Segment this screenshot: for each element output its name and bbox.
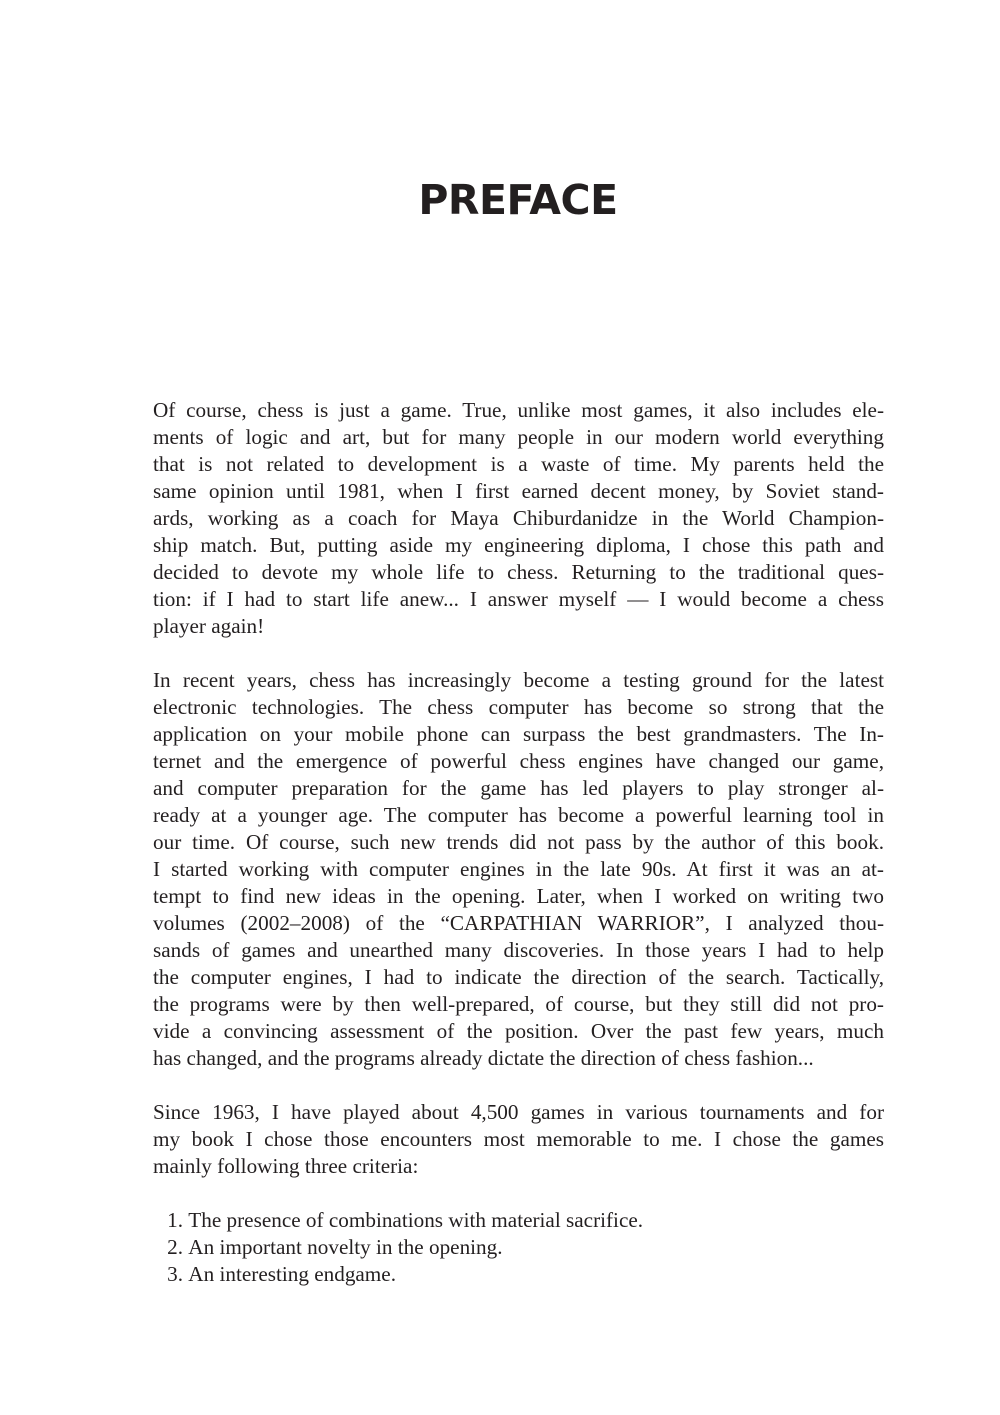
paragraph-3 (153, 1099, 884, 1180)
text-line: ments of logic and art, but for many people in our modern world everything (153, 425, 884, 449)
text-line: our time. Of course, such new trends did not pass by the author of this book. (153, 830, 884, 854)
list-number: 3. (167, 1262, 183, 1286)
text-line: electronic technologies. The chess computer has become so strong that the (153, 695, 884, 719)
text-line: ards, working as a coach for Maya Chiburdanidze in the World Champion- (153, 506, 884, 530)
text-line: Of course, chess is just a game. True, unlike most games, it also includes ele- (153, 398, 884, 422)
text-line: ship match. But, putting aside my engineering diploma, I chose this path and (153, 533, 884, 557)
paragraph-2 (153, 667, 884, 1072)
list-item-text: The presence of combinations with material sacrifice. (188, 1208, 644, 1232)
text-line: application on your mobile phone can surpass the best grandmasters. The In- (153, 722, 884, 746)
page-title: PREFACE (418, 176, 618, 224)
text-line: and computer preparation for the game has led players to play stronger al- (153, 776, 884, 800)
text-line: has changed, and the programs already dictate the direction of chess fashion... (153, 1046, 814, 1070)
paragraph-1 (153, 397, 884, 640)
list-item-text: An interesting endgame. (188, 1262, 396, 1286)
text-line: that is not related to development is a waste of time. My parents held the (153, 452, 884, 476)
list-item (153, 1207, 884, 1234)
text-line: the programs were by then well-prepared, of course, but they still did not pro- (153, 992, 884, 1016)
text-line: I started working with computer engines in the late 90s. At first it was an at- (153, 857, 884, 881)
text-line: decided to devote my whole life to chess. Returning to the traditional ques- (153, 560, 884, 584)
text-line: tion: if I had to start life anew... I answer myself — I would become a chess (153, 587, 884, 611)
text-line: tempt to find new ideas in the opening. Later, when I worked on writing two (153, 884, 884, 908)
body-text (153, 397, 884, 1288)
text-line: my book I chose those encounters most memorable to me. I chose the games (153, 1127, 884, 1151)
text-line: In recent years, chess has increasingly become a testing ground for the latest (153, 668, 884, 692)
text-line: volumes (2002–2008) of the “CARPATHIAN WARRIOR”, I analyzed thou- (153, 911, 884, 935)
list-item-text: An important novelty in the opening. (188, 1235, 503, 1259)
list-number: 1. (167, 1208, 183, 1232)
text-line: Since 1963, I have played about 4,500 games in various tournaments and for (153, 1100, 884, 1124)
text-line: vide a convincing assessment of the position. Over the past few years, much (153, 1019, 884, 1043)
text-line: the computer engines, I had to indicate the direction of the search. Tactically, (153, 965, 884, 989)
criteria-list (153, 1207, 884, 1288)
text-line: ternet and the emergence of powerful chess engines have changed our game, (153, 749, 884, 773)
list-item (153, 1234, 884, 1261)
list-number: 2. (167, 1235, 183, 1259)
text-line: same opinion until 1981, when I first earned decent money, by Soviet stand- (153, 479, 884, 503)
list-item (153, 1261, 884, 1288)
text-line: sands of games and unearthed many discoveries. In those years I had to help (153, 938, 884, 962)
text-line: mainly following three criteria: (153, 1154, 419, 1178)
text-line: ready at a younger age. The computer has become a powerful learning tool in (153, 803, 884, 827)
text-line: player again! (153, 614, 265, 638)
